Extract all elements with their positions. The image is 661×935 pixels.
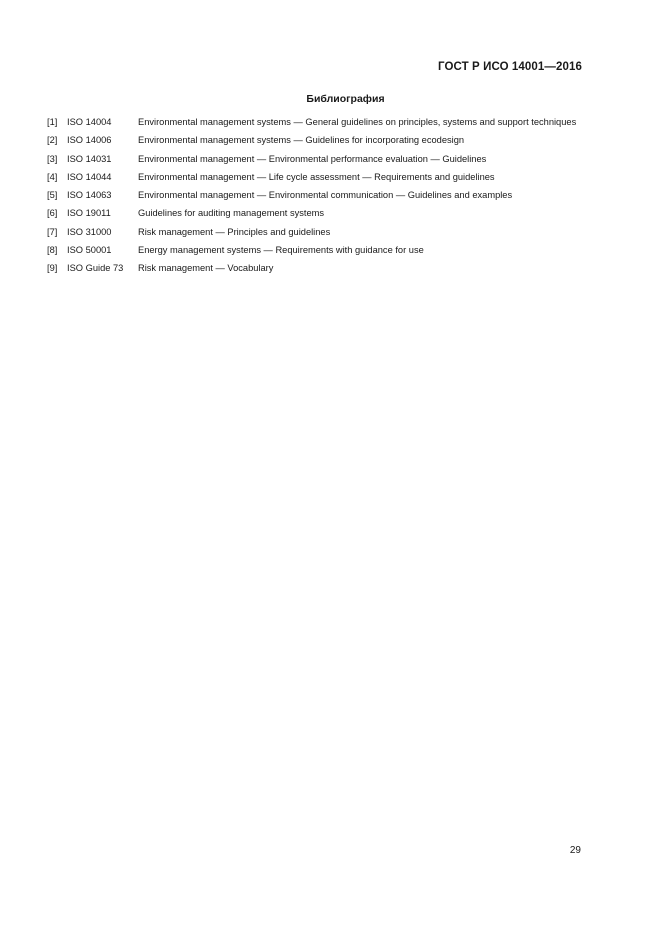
reference-title: Guidelines for auditing management systems: [138, 208, 325, 219]
reference-title: Risk management — Vocabulary: [138, 263, 274, 274]
bibliography-item: [47, 154, 584, 166]
reference-number: [1]: [47, 117, 58, 127]
reference-code: ISO 31000: [67, 226, 112, 237]
standard-header: ГОСТ Р ИСО 14001—2016: [437, 61, 582, 73]
reference-number: [2]: [47, 135, 58, 146]
reference-title: Environmental management systems — Guidelines for incorporating ecodesign: [138, 135, 465, 146]
bibliography-item: [47, 190, 584, 202]
reference-number: [5]: [47, 190, 58, 201]
reference-number: [4]: [47, 171, 58, 182]
bibliography-item: [47, 263, 584, 275]
reference-number: [6]: [47, 208, 58, 219]
reference-code: ISO 50001: [67, 245, 112, 256]
reference-code: ISO 14004: [67, 117, 112, 127]
bibliography-item: [47, 135, 584, 147]
bibliography-title: Библиография: [306, 93, 385, 105]
reference-title: Risk management — Principles and guidelines: [138, 226, 331, 237]
reference-title: Energy management systems — Requirements with guidance for use: [138, 245, 424, 256]
bibliography-item: [47, 208, 584, 220]
reference-code: ISO Guide 73: [67, 263, 124, 274]
reference-code: ISO 14031: [67, 153, 112, 164]
bibliography-item: [47, 172, 584, 184]
reference-code: ISO 14044: [67, 171, 112, 182]
reference-number: [3]: [47, 153, 58, 164]
bibliography-item: [47, 117, 584, 129]
reference-code: ISO 14063: [67, 190, 112, 201]
bibliography-list: [47, 117, 584, 282]
bibliography-item: [47, 245, 584, 257]
reference-title: Environmental management — Life cycle assessment — Requirements and guidelines: [138, 171, 495, 182]
reference-title: Environmental management — Environmental communication — Guidelines and examples: [138, 190, 513, 201]
reference-title: Environmental management systems — General guidelines on principles, systems and support techniques: [138, 117, 577, 127]
bibliography-item: [47, 227, 584, 239]
reference-number: [8]: [47, 245, 58, 256]
reference-code: ISO 14006: [67, 135, 112, 146]
reference-code: ISO 19011: [67, 208, 111, 219]
reference-number: [9]: [47, 263, 58, 274]
reference-title: Environmental management — Environmental performance evaluation — Guidelines: [138, 153, 487, 164]
page-number: 29: [569, 845, 581, 856]
reference-number: [7]: [47, 226, 58, 237]
